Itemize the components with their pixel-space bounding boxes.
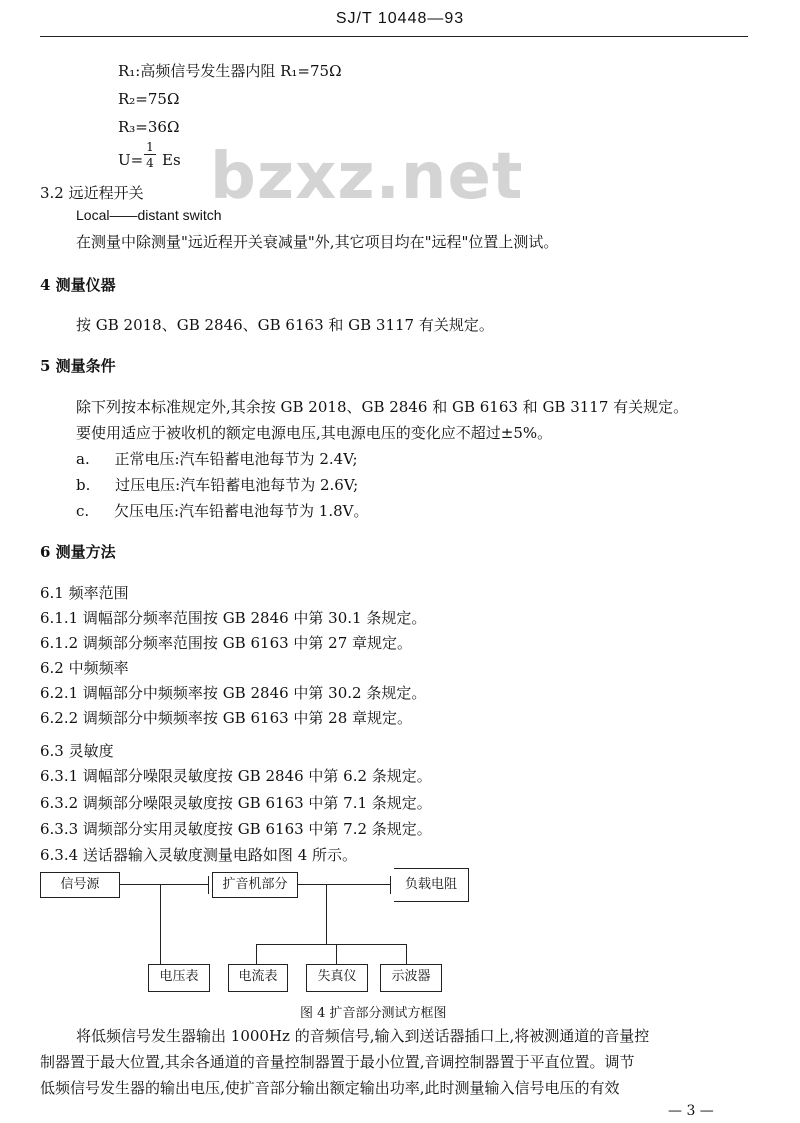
section-3-2-body: 在测量中除测量"远近程开关衰减量"外,其它项目均在"远程"位置上测试。: [76, 233, 559, 251]
wire: [298, 884, 390, 885]
section-4-title: 4 测量仪器: [40, 276, 116, 294]
wire: [390, 876, 391, 894]
formula-frac-num: 1: [144, 140, 156, 155]
section-6-line: 6.3.1 调幅部分噪限灵敏度按 GB 2846 中第 6.2 条规定。: [40, 767, 432, 785]
section-3-2-title: 3.2 远近程开关: [40, 184, 144, 202]
section-6-line: 6.3.4 送话器输入灵敏度测量电路如图 4 所示。: [40, 846, 358, 864]
section-6-title: 6 测量方法: [40, 543, 116, 561]
load-resistor-box: 负载电阻: [394, 868, 469, 902]
oscilloscope-box: 示波器: [380, 964, 442, 992]
wire: [256, 944, 257, 964]
body-paragraph-line: 低频信号发生器的输出电压,使扩音部分输出额定输出功率,此时测量输入信号电压的有效: [40, 1079, 620, 1097]
distortion-meter-box: 失真仪: [306, 964, 368, 992]
wire: [336, 944, 337, 964]
condition-item-marker: b.: [76, 476, 91, 494]
wire: [160, 884, 161, 964]
formula-u-label: U=: [118, 151, 144, 169]
formula-u-rest: Es: [162, 151, 181, 169]
section-6-line: 6.1.2 调频部分频率范围按 GB 6163 中第 27 章规定。: [40, 634, 413, 652]
section-6-line: 6.2.2 调频部分中频频率按 GB 6163 中第 28 章规定。: [40, 709, 413, 727]
condition-item-text: 正常电压:汽车铅蓄电池每节为 2.4V;: [114, 450, 358, 468]
formula-r3: R₃=36Ω: [118, 118, 180, 136]
condition-item-a: [76, 448, 358, 469]
section-6-line: 6.1 频率范围: [40, 584, 129, 602]
section-6-line: 6.2 中频频率: [40, 659, 129, 677]
section-5-body2: 要使用适应于被收机的额定电源电压,其电源电压的变化应不超过±5%。: [76, 424, 553, 442]
wire: [120, 884, 208, 885]
condition-item-b: [76, 474, 358, 495]
body-paragraph-line: 制器置于最大位置,其余各通道的音量控制器置于最小位置,音调控制器置于平直位置。调节: [40, 1053, 635, 1071]
header-rule: [40, 36, 748, 37]
condition-item-marker: a.: [76, 450, 90, 468]
wire: [256, 944, 406, 945]
section-4-body: 按 GB 2018、GB 2846、GB 6163 和 GB 3117 有关规定。: [76, 316, 494, 334]
page-header: SJ/T 10448—93: [335, 10, 465, 27]
formula-r1: R₁:高频信号发生器内阻 R₁=75Ω: [118, 62, 342, 80]
section-3-2-english: Local——distant switch: [76, 207, 222, 223]
section-6-line: 6.3.3 调频部分实用灵敏度按 GB 6163 中第 7.2 条规定。: [40, 820, 432, 838]
section-6-line: 6.3.2 调频部分噪限灵敏度按 GB 6163 中第 7.1 条规定。: [40, 794, 432, 812]
watermark: bzxz.net: [210, 140, 524, 214]
ammeter-box: 电流表: [228, 964, 288, 992]
formula-frac-den: 4: [146, 156, 154, 170]
page-number: — 3 —: [668, 1103, 714, 1119]
wire: [326, 884, 327, 944]
section-5-title: 5 测量条件: [40, 357, 116, 375]
condition-item-c: [76, 500, 368, 521]
voltmeter-box: 电压表: [148, 964, 210, 992]
figure-caption: 图 4 扩音部分测试方框图: [300, 1006, 447, 1021]
condition-item-text: 过压电压:汽车铅蓄电池每节为 2.6V;: [115, 476, 359, 494]
section-6-line: 6.2.1 调幅部分中频频率按 GB 2846 中第 30.2 条规定。: [40, 684, 427, 702]
body-paragraph-line: 将低频信号发生器输出 1000Hz 的音频信号,输入到送话器插口上,将被测通道的音量控: [76, 1027, 650, 1045]
formula-r2: R₂=75Ω: [118, 90, 180, 108]
wire: [208, 876, 209, 894]
condition-item-text: 欠压电压:汽车铅蓄电池每节为 1.8V。: [113, 502, 369, 520]
amplifier-box: 扩音机部分: [212, 872, 298, 898]
signal-source-box: 信号源: [40, 872, 120, 898]
wire: [406, 944, 407, 964]
section-6-line: 6.1.1 调幅部分频率范围按 GB 2846 中第 30.1 条规定。: [40, 609, 427, 627]
section-5-body1: 除下列按本标准规定外,其余按 GB 2018、GB 2846 和 GB 6163 和 GB 3117 有关规定。: [76, 398, 689, 416]
section-6-line: 6.3 灵敏度: [40, 742, 114, 760]
condition-item-marker: c.: [76, 502, 90, 520]
